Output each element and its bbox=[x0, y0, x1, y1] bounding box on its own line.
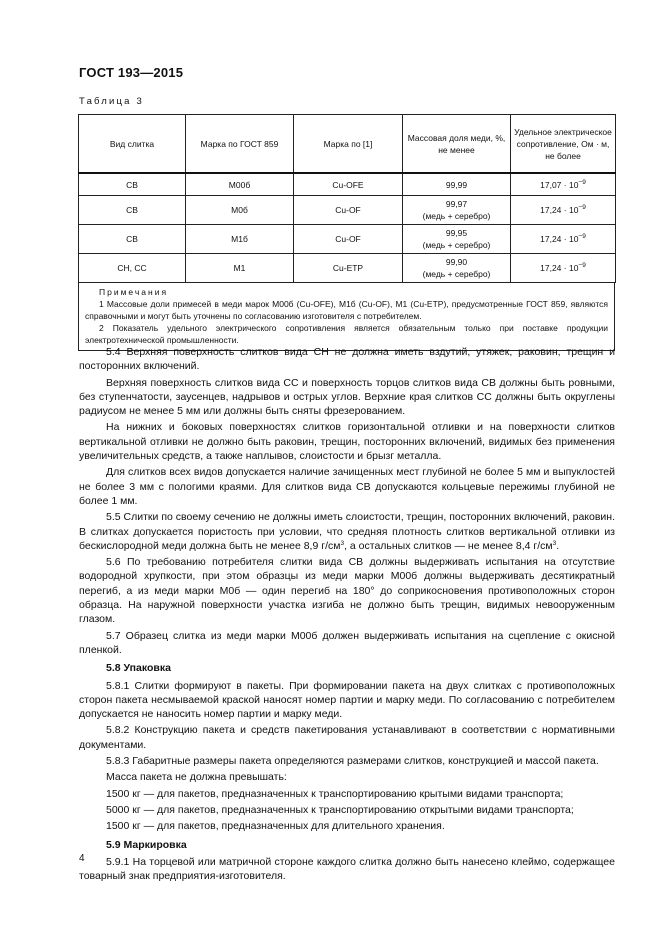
paragraph-text: . bbox=[556, 539, 560, 552]
resistivity-value: 17,07 · 10 bbox=[540, 179, 579, 190]
copper-note: (медь + серебро) bbox=[422, 211, 491, 221]
cell-type: СВ bbox=[79, 173, 186, 196]
resistivity-value: 17,24 · 10 bbox=[540, 205, 579, 215]
cell-mark: Cu-OFE bbox=[294, 173, 403, 196]
paragraph-text: 5.6 По требованию потребителя слитки вида СВ должны выдерживать испытания на отсутствие водородной хрупкости, при этом образцы из меди марки М00б должны выдерживать десятикратный перегиб, а из меди марки М0б — один перегиб на 180 bbox=[79, 556, 615, 597]
data-table bbox=[78, 114, 616, 283]
paragraph: На нижних и боковых поверхностях слитков горизонтальной отливки и на поверхности слитков вертикальной отливки не должно быть раковин, трещин, посторонних включений, видимых без применения увеличительных средств, а также наплывов, слоистости и брызг металла. bbox=[79, 421, 615, 463]
cell-gost-mark: М1б bbox=[186, 225, 294, 254]
list-item: 5000 кг — для пакетов, предназначенных к транспортированию открытыми видами транспорта; bbox=[106, 803, 574, 816]
cell-type: СВ bbox=[79, 196, 186, 225]
superscript: 3 bbox=[340, 539, 345, 547]
copper-value: 99,95 bbox=[445, 228, 468, 238]
paragraph-text: 5.5 Слитки по своему сечению не должны иметь слоистости, трещин, посторонних включений, раковин. В слитках допускается пористость при условии, что средняя плотность слитков вертикальной отливки из бескислородной меди должна быть не менее 8,9 г/см bbox=[79, 511, 615, 552]
paragraph: Верхняя поверхность слитков вида СС и поверхность торцов слитков вида СВ должны быть ровными, без ступенчатости, заусенцев, надрывов и острых углов. Верхние края слитков СС должны быть округлены радиусом не менее 5 мм или должны быть сняты фрезерованием. bbox=[79, 376, 615, 418]
section-heading: 5.9 Маркировка bbox=[106, 838, 187, 851]
paragraph: 5.8.2 Конструкцию пакета и средств пакетирования устанавливают в соответствии с нормативными документами. bbox=[79, 724, 615, 751]
copper-value: 99,99 bbox=[445, 179, 468, 190]
cell-copper bbox=[403, 254, 511, 283]
paragraph: Для слитков всех видов допускается наличие зачищенных мест глубиной не более 5 мм и выпуклостей не более 3 мм с пологими краями. Для слитков вида СВ допускаются кольцевые пережимы глубиной не более 1 мм. bbox=[79, 466, 615, 507]
cell-copper bbox=[403, 225, 511, 254]
resistivity-exponent: −9 bbox=[578, 233, 586, 240]
page-header: ГОСТ 193—2015 bbox=[79, 65, 184, 80]
notes-title: Примечания bbox=[99, 287, 169, 297]
resistivity-value: 17,24 · 10 bbox=[540, 263, 579, 273]
resistivity-exponent: −9 bbox=[578, 262, 586, 269]
note-item: 1 Массовые доли примесей в меди марок М00б (Cu-OFE), М1б (Cu-OF), М1 (Cu-ETP), предусмотренные ГОСТ 859, являются справочными и могут быть уточнены по согласованию изготовителя с потребителем. bbox=[85, 299, 608, 321]
page-number: 4 bbox=[79, 853, 85, 864]
table-3 bbox=[78, 114, 615, 351]
note-item: 2 Показатель удельного электрического сопротивления является обязательным только при поставке продукции электротехнической промышленности. bbox=[85, 323, 608, 345]
cell-resistivity bbox=[511, 196, 616, 225]
paragraph bbox=[79, 510, 615, 553]
paragraph-text: , а остальных слитков — не менее 8,4 г/см bbox=[344, 539, 553, 552]
resistivity-exponent: −9 bbox=[578, 204, 586, 211]
superscript: 3 bbox=[552, 539, 557, 547]
cell-mark: Cu-OF bbox=[294, 196, 403, 225]
column-header: Вид слитка bbox=[79, 115, 186, 174]
paragraph: 5.9.1 На торцевой или матричной стороне каждого слитка должно быть нанесено клеймо, содержащее товарный знак предприятия-изготовителя. bbox=[79, 855, 615, 883]
resistivity-exponent: −9 bbox=[578, 178, 586, 186]
cell-mark: Cu-ETP bbox=[294, 254, 403, 283]
table-row bbox=[79, 196, 616, 225]
column-header: Марка по ГОСТ 859 bbox=[186, 115, 294, 174]
table-row bbox=[79, 225, 616, 254]
cell-mark: Cu-OF bbox=[294, 225, 403, 254]
body-text bbox=[79, 345, 615, 885]
cell-resistivity bbox=[511, 254, 616, 283]
cell-gost-mark: М00б bbox=[186, 173, 294, 196]
table-notes bbox=[78, 283, 615, 351]
copper-note: (медь + серебро) bbox=[422, 269, 491, 279]
paragraph: 5.4 Верхняя поверхность слитков вида СН не должна иметь вздутий, утяжек, раковин, трещин и посторонних включений. bbox=[79, 346, 615, 373]
cell-copper bbox=[403, 196, 511, 225]
resistivity-value: 17,24 · 10 bbox=[540, 234, 579, 244]
paragraph: Масса пакета не должна превышать: bbox=[106, 771, 287, 784]
section-heading: 5.8 Упаковка bbox=[106, 662, 171, 675]
table-row bbox=[79, 173, 616, 196]
cell-type: СН, СС bbox=[79, 254, 186, 283]
copper-value: 99,97 bbox=[445, 199, 468, 209]
copper-note: (медь + серебро) bbox=[422, 240, 491, 250]
cell-gost-mark: М0б bbox=[186, 196, 294, 225]
list-item: 1500 кг — для пакетов, предназначенных к транспортированию крытыми видами транспорта; bbox=[106, 787, 564, 800]
paragraph-text: ° до соприкосновения противоположных сторон образца. На наружной поверхности участка изгиба не должно быть трещин, видимых невооруженным глазом. bbox=[79, 584, 615, 626]
column-header: Массовая доля меди, %, не менее bbox=[403, 115, 511, 174]
cell-resistivity bbox=[511, 173, 616, 196]
cell-type: СВ bbox=[79, 225, 186, 254]
table-header-row bbox=[79, 115, 616, 174]
list-item: 1500 кг — для пакетов, предназначенных для длительного хранения. bbox=[106, 820, 445, 833]
cell-resistivity bbox=[511, 225, 616, 254]
copper-value: 99,90 bbox=[445, 257, 468, 267]
paragraph: 5.8.3 Габаритные размеры пакета определяются размерами слитков, конструкцией и массой пакета. bbox=[106, 755, 599, 768]
paragraph: 5.7 Образец слитка из меди марки М00б должен выдерживать испытания на сцепление с окисной пленкой. bbox=[79, 629, 615, 656]
table-row bbox=[79, 254, 616, 283]
table-caption: Таблица 3 bbox=[79, 96, 144, 107]
cell-gost-mark: М1 bbox=[186, 254, 294, 283]
paragraph: 5.8.1 Слитки формируют в пакеты. При формировании пакета на двух слитках с противоположных сторон пакета несмываемой краской наносят номер партии и марку меди. По согласованию с потребителем допускается не наносить номер партии и марку меди. bbox=[79, 679, 615, 721]
column-header: Удельное электрическое сопротивление, Ом · м, не более bbox=[511, 115, 616, 174]
cell-copper bbox=[403, 173, 511, 196]
paragraph bbox=[79, 555, 615, 626]
column-header: Марка по [1] bbox=[294, 115, 403, 174]
